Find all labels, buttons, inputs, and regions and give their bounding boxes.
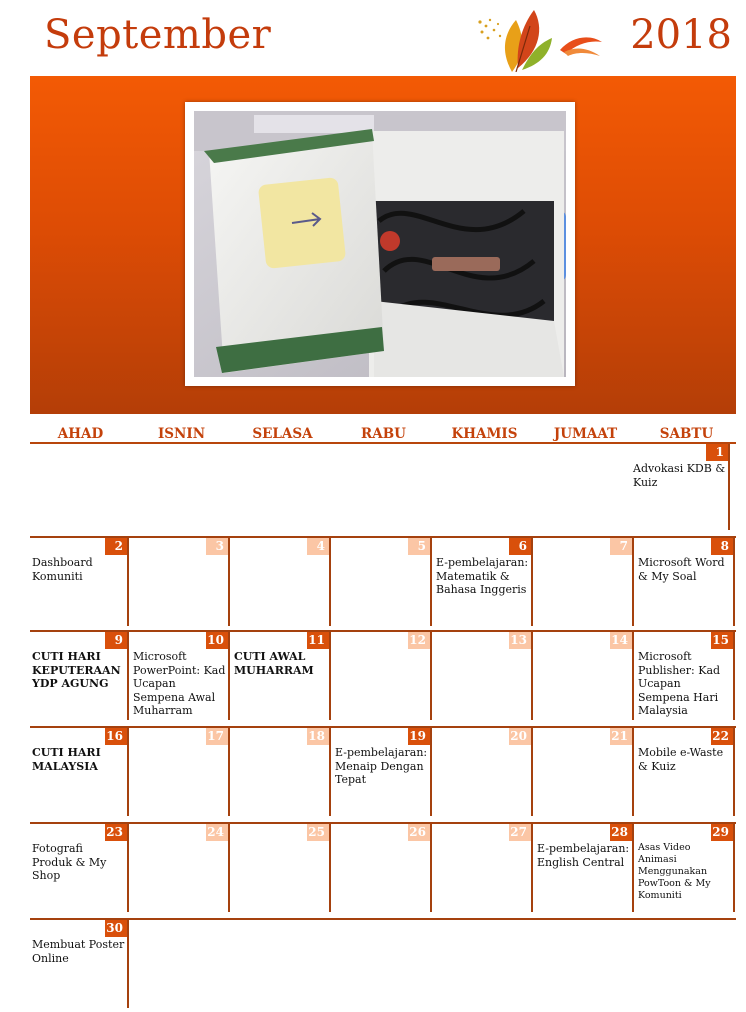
weekday-selasa: SELASA xyxy=(252,426,313,442)
day-event: Membuat Poster Online xyxy=(32,938,125,965)
day-number: 28 xyxy=(610,824,632,841)
year-title: 2018 xyxy=(630,12,732,58)
day-cell-3[interactable] xyxy=(131,538,230,626)
day-cell-12[interactable] xyxy=(333,632,432,720)
day-number: 20 xyxy=(509,728,531,745)
day-number: 25 xyxy=(307,824,329,841)
day-cell-18[interactable] xyxy=(232,728,331,816)
day-number: 10 xyxy=(206,632,228,649)
day-number: 2 xyxy=(105,538,127,555)
day-event: Microsoft Word & My Soal xyxy=(638,556,725,583)
day-cell-5[interactable] xyxy=(333,538,432,626)
day-cell-25[interactable] xyxy=(232,824,331,912)
day-number: 6 xyxy=(509,538,531,555)
day-cell-11[interactable] xyxy=(232,632,331,720)
day-cell-14[interactable] xyxy=(535,632,634,720)
month-title: September xyxy=(44,12,272,58)
day-number: 12 xyxy=(408,632,430,649)
day-event: CUTI HARI KEPUTERAAN YDP AGUNG xyxy=(32,650,121,690)
day-cell-16[interactable] xyxy=(30,728,129,816)
day-number: 3 xyxy=(206,538,228,555)
day-event: Fotografi Produk & My Shop xyxy=(32,842,107,882)
weekday-rabu: RABU xyxy=(361,426,406,442)
day-number: 22 xyxy=(711,728,733,745)
day-cell-27[interactable] xyxy=(434,824,533,912)
day-cell-8[interactable] xyxy=(636,538,735,626)
day-cell-4[interactable] xyxy=(232,538,331,626)
day-number: 13 xyxy=(509,632,531,649)
day-number: 18 xyxy=(307,728,329,745)
day-cell-22[interactable] xyxy=(636,728,735,816)
weekday-khamis: KHAMIS xyxy=(451,426,518,442)
day-cell-21[interactable] xyxy=(535,728,634,816)
day-number: 19 xyxy=(408,728,430,745)
day-cell-24[interactable] xyxy=(131,824,230,912)
weekday-isnin: ISNIN xyxy=(157,426,206,442)
day-event: E-pembelajaran: Menaip Dengan Tepat xyxy=(335,746,428,786)
day-cell-1[interactable] xyxy=(631,444,730,530)
day-number: 29 xyxy=(711,824,733,841)
weekday-jumaat: JUMAAT xyxy=(553,426,618,442)
day-cell-9[interactable] xyxy=(30,632,129,720)
day-cell-29[interactable] xyxy=(636,824,735,912)
day-cell-28[interactable] xyxy=(535,824,634,912)
photo-frame xyxy=(185,102,575,386)
day-number: 15 xyxy=(711,632,733,649)
day-number: 27 xyxy=(509,824,531,841)
day-cell-15[interactable] xyxy=(636,632,735,720)
day-cell-2[interactable] xyxy=(30,538,129,626)
day-event: Dashboard Komuniti xyxy=(32,556,93,583)
ewaste-box-photo xyxy=(194,111,566,377)
day-event: Mobile e-Waste & Kuiz xyxy=(638,746,724,773)
day-number: 30 xyxy=(105,920,127,937)
day-number: 17 xyxy=(206,728,228,745)
day-number: 24 xyxy=(206,824,228,841)
day-number: 16 xyxy=(105,728,127,745)
day-number: 9 xyxy=(105,632,127,649)
day-number: 5 xyxy=(408,538,430,555)
day-number: 14 xyxy=(610,632,632,649)
day-event: Asas Video Animasi Menggunakan PowToon & My Komuniti xyxy=(638,842,711,901)
day-cell-30[interactable] xyxy=(30,920,129,1008)
banner xyxy=(30,76,736,414)
day-event: Advokasi KDB & Kuiz xyxy=(633,462,726,489)
day-number: 26 xyxy=(408,824,430,841)
day-cell-26[interactable] xyxy=(333,824,432,912)
day-cell-19[interactable] xyxy=(333,728,432,816)
day-number: 1 xyxy=(706,444,728,461)
week-divider xyxy=(30,918,736,920)
day-cell-20[interactable] xyxy=(434,728,533,816)
weekday-sabtu: SABTU xyxy=(659,426,714,442)
day-number: 11 xyxy=(307,632,329,649)
autumn-leaves-icon xyxy=(472,6,622,72)
day-event: Microsoft Publisher: Kad Ucapan Sempena Hari Malaysia xyxy=(638,650,721,717)
day-event: CUTI AWAL MUHARRAM xyxy=(234,650,314,677)
day-number: 7 xyxy=(610,538,632,555)
day-event: CUTI HARI MALAYSIA xyxy=(32,746,101,773)
day-cell-23[interactable] xyxy=(30,824,129,912)
day-event: E-pembelajaran: Matematik & Bahasa Inggeris xyxy=(436,556,529,596)
day-number: 8 xyxy=(711,538,733,555)
day-number: 23 xyxy=(105,824,127,841)
day-cell-10[interactable] xyxy=(131,632,230,720)
day-number: 4 xyxy=(307,538,329,555)
day-event: Microsoft PowerPoint: Kad Ucapan Sempena Awal Muharram xyxy=(133,650,226,717)
day-cell-7[interactable] xyxy=(535,538,634,626)
day-cell-17[interactable] xyxy=(131,728,230,816)
day-cell-6[interactable] xyxy=(434,538,533,626)
weekday-header-row xyxy=(30,426,736,442)
calendar-header xyxy=(0,0,746,76)
day-number: 21 xyxy=(610,728,632,745)
weekday-ahad: AHAD xyxy=(57,426,104,442)
day-event: E-pembelajaran: English Central xyxy=(537,842,630,869)
day-cell-13[interactable] xyxy=(434,632,533,720)
